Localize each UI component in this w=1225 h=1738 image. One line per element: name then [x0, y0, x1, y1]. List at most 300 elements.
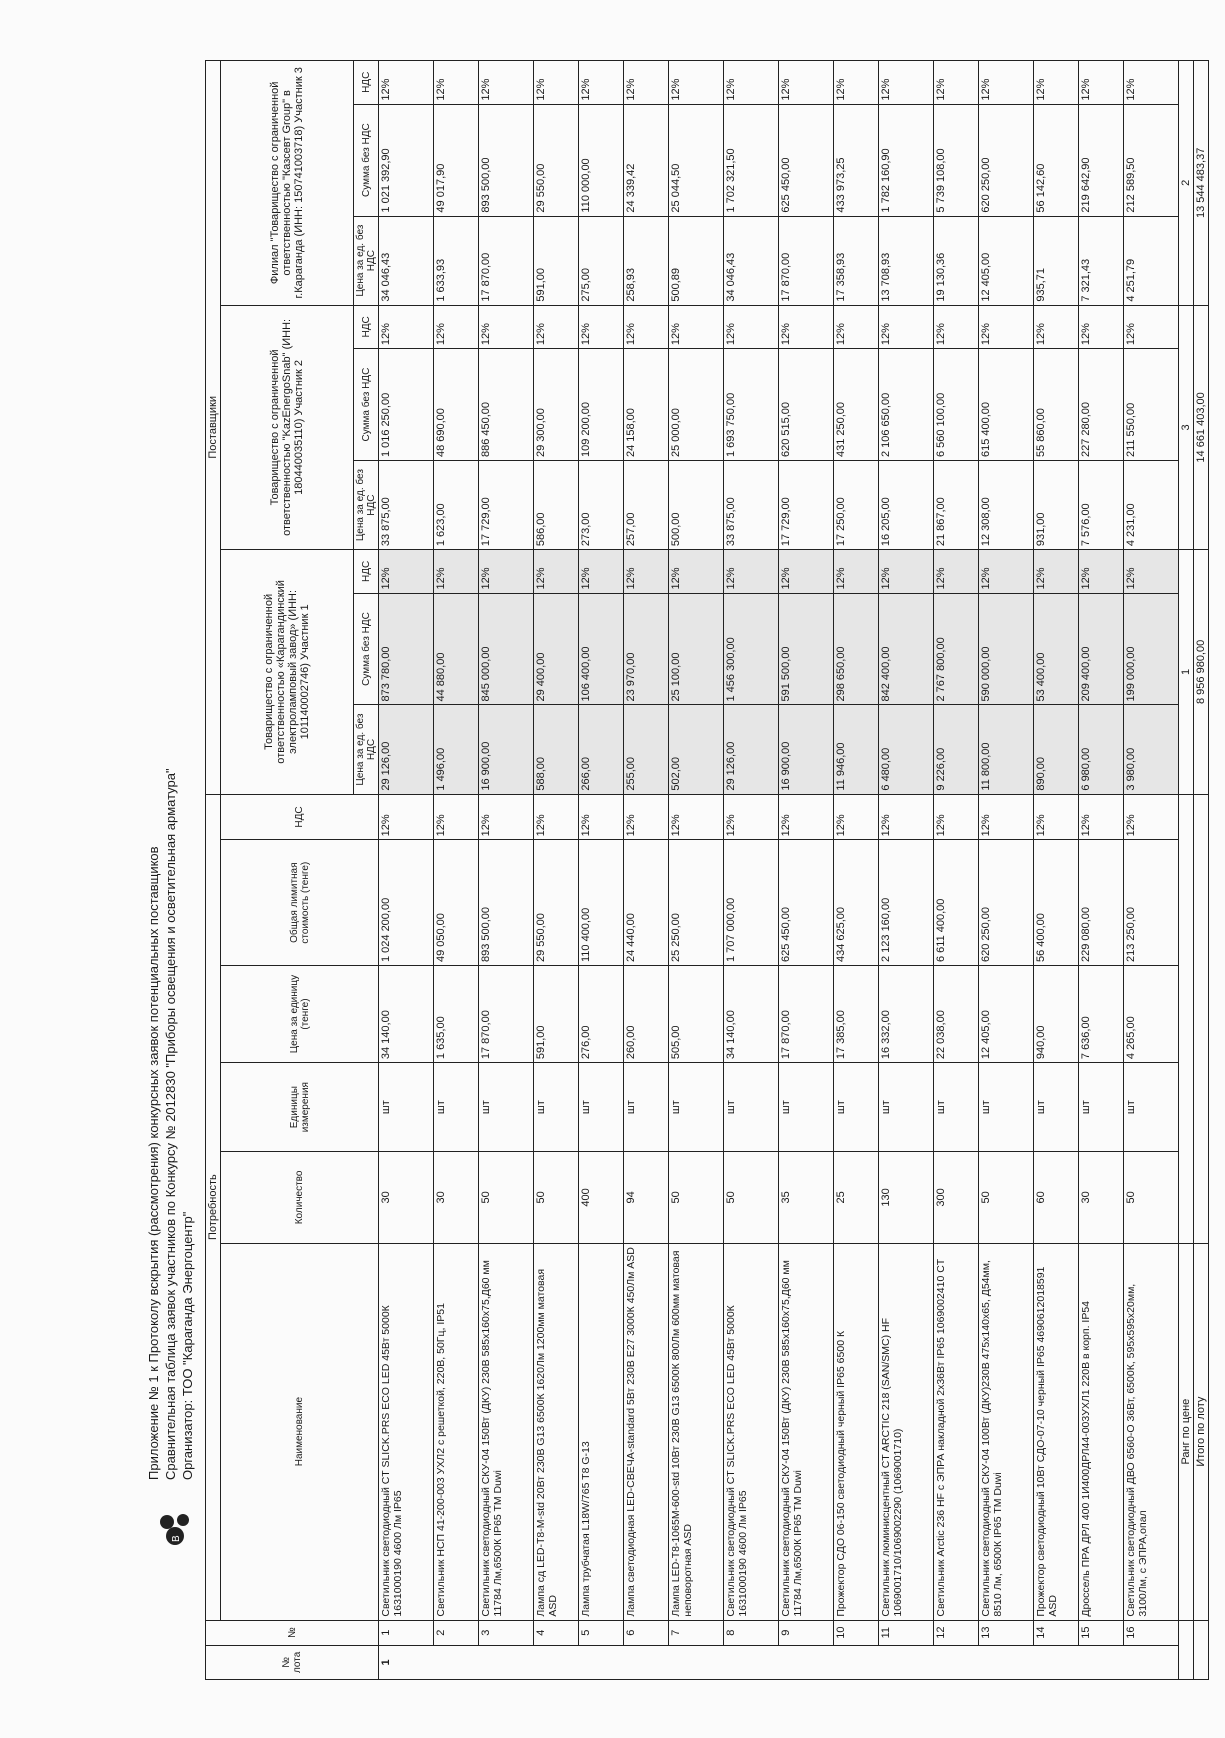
cell-n: 13: [979, 1620, 1034, 1645]
participant-1-title: Товарищество с ограниченной ответственностью «Карагандинский электроламповый завод» (ИНН: 101140002746) Участник 1: [221, 550, 354, 794]
cell-p2: 21 867,00: [934, 461, 979, 550]
cell-p2: 7 576,00: [1079, 461, 1124, 550]
cell-v1: 12%: [779, 550, 834, 593]
cell-v2: 12%: [879, 305, 934, 348]
cell-total: 1 707 000,00: [724, 840, 779, 966]
cell-p1: 3 980,00: [1124, 705, 1179, 794]
cell-vat: 12%: [724, 794, 779, 840]
cell-s2: 620 515,00: [779, 349, 834, 461]
rank-p2: 3: [1179, 305, 1194, 549]
cell-s3: 433 973,25: [834, 104, 879, 216]
cell-v1: 12%: [1079, 550, 1124, 593]
header-line-3: Организатор: ТОО "Караганда Энергоцентр": [180, 1211, 195, 1480]
cell-price: 12 405,00: [979, 966, 1034, 1063]
cell-total: 56 400,00: [1034, 840, 1079, 966]
cell-p2: 273,00: [579, 461, 624, 550]
cell-qty: 60: [1034, 1152, 1079, 1243]
cell-s1: 199 000,00: [1124, 593, 1179, 705]
cell-n: 1: [379, 1620, 434, 1645]
table-row: [479, 61, 534, 1680]
col-p1-sum: Сумма без НДС: [354, 593, 379, 705]
cell-unit: шт: [579, 1063, 624, 1152]
cell-vat: 12%: [879, 794, 934, 840]
cell-vat: 12%: [934, 794, 979, 840]
cell-s1: 25 100,00: [669, 593, 724, 705]
cell-p2: 500,00: [669, 461, 724, 550]
cell-p2: 4 231,00: [1124, 461, 1179, 550]
cell-vat: 12%: [1124, 794, 1179, 840]
blank-cell: [1179, 794, 1194, 1243]
cell-name: Светильник светодиодный СКУ-04 150Вт (ДКУ) 230В 585х160х75,Д60 мм 11784 Лм,6500К IP65 TM Duwi: [479, 1243, 534, 1620]
participant-2-title: Товарищество с ограниченной ответственностью "KazEnergoSnab" (ИНН: 180440035110) Участник 2: [221, 305, 354, 549]
cell-price: 940,00: [1034, 966, 1079, 1063]
cell-v2: 12%: [779, 305, 834, 348]
cell-p1: 29 126,00: [379, 705, 434, 794]
cell-total: 620 250,00: [979, 840, 1034, 966]
cell-v1: 12%: [979, 550, 1034, 593]
cell-unit: шт: [379, 1063, 434, 1152]
cell-p3: 4 251,79: [1124, 216, 1179, 305]
cell-v2: 12%: [669, 305, 724, 348]
cell-p2: 17 729,00: [779, 461, 834, 550]
col-vat: НДС: [221, 794, 379, 840]
cell-name: Дроссель ПРА ДРЛ 400 1И400ДРЛ44-003УХЛ1 220В в корп. IP54: [1079, 1243, 1124, 1620]
cell-n: 4: [534, 1620, 579, 1645]
cell-s3: 24 339,42: [624, 104, 669, 216]
cell-s2: 55 860,00: [1034, 349, 1079, 461]
cell-price: 276,00: [579, 966, 624, 1063]
cell-total: 1 024 200,00: [379, 840, 434, 966]
cell-p1: 6 480,00: [879, 705, 934, 794]
cell-name: Лампа сд LED-T8-M-std 20Вт 230В G13 6500К 1620Лм 1200мм матовая ASD: [534, 1243, 579, 1620]
cell-unit: шт: [934, 1063, 979, 1152]
cell-s2: 109 200,00: [579, 349, 624, 461]
cell-name: Светильник Arctic 236 HF с ЭПРА накладной 2х36Вт IP65 1069002410 CT: [934, 1243, 979, 1620]
col-price: Цена за единицу (тенге): [221, 966, 379, 1063]
cell-unit: шт: [434, 1063, 479, 1152]
cell-p3: 19 130,36: [934, 216, 979, 305]
cell-total: 49 050,00: [434, 840, 479, 966]
cell-s1: 209 400,00: [1079, 593, 1124, 705]
cell-v2: 12%: [724, 305, 779, 348]
cell-p1: 588,00: [534, 705, 579, 794]
cell-s3: 1 702 321,50: [724, 104, 779, 216]
cell-v3: 12%: [434, 61, 479, 105]
cell-unit: шт: [1124, 1063, 1179, 1152]
cell-v1: 12%: [479, 550, 534, 593]
cell-price: 505,00: [669, 966, 724, 1063]
cell-s2: 29 300,00: [534, 349, 579, 461]
cell-p1: 502,00: [669, 705, 724, 794]
cell-v2: 12%: [979, 305, 1034, 348]
col-p1-vat: НДС: [354, 550, 379, 593]
cell-price: 17 870,00: [779, 966, 834, 1063]
cell-p3: 34 046,43: [379, 216, 434, 305]
cell-total: 434 625,00: [834, 840, 879, 966]
cell-vat: 12%: [669, 794, 724, 840]
cell-s1: 873 780,00: [379, 593, 434, 705]
cell-price: 22 038,00: [934, 966, 979, 1063]
cell-qty: 400: [579, 1152, 624, 1243]
cell-v3: 12%: [379, 61, 434, 105]
cell-v1: 12%: [879, 550, 934, 593]
cell-p1: 11 800,00: [979, 705, 1034, 794]
cell-vat: 12%: [834, 794, 879, 840]
cell-s2: 886 450,00: [479, 349, 534, 461]
cell-s2: 25 000,00: [669, 349, 724, 461]
cell-v1: 12%: [669, 550, 724, 593]
cell-v3: 12%: [979, 61, 1034, 105]
cell-p3: 275,00: [579, 216, 624, 305]
cell-unit: шт: [479, 1063, 534, 1152]
cell-p3: 12 405,00: [979, 216, 1034, 305]
cell-qty: 50: [979, 1152, 1034, 1243]
cell-unit: шт: [879, 1063, 934, 1152]
cell-v1: 12%: [1124, 550, 1179, 593]
cell-price: 260,00: [624, 966, 669, 1063]
cell-p2: 17 250,00: [834, 461, 879, 550]
total-p1: 8 956 980,00: [1194, 550, 1209, 794]
cell-qty: 50: [724, 1152, 779, 1243]
cell-s1: 23 970,00: [624, 593, 669, 705]
cell-v1: 12%: [534, 550, 579, 593]
cell-unit: шт: [1034, 1063, 1079, 1152]
cell-name: Лампа трубчатая L18W/765 T8 G-13: [579, 1243, 624, 1620]
cell-total: 29 550,00: [534, 840, 579, 966]
table-row: [724, 61, 779, 1680]
cell-vat: 12%: [624, 794, 669, 840]
cell-s1: 53 400,00: [1034, 593, 1079, 705]
cell-price: 4 265,00: [1124, 966, 1179, 1063]
cell-qty: 50: [669, 1152, 724, 1243]
cell-name: Светильник светодиодный СКУ-04 100Вт (ДКУ)230В 475х140х65, Д54мм, 8510 Лм, 6500К IP65 TM Duwi: [979, 1243, 1034, 1620]
cell-n: 12: [934, 1620, 979, 1645]
cell-p2: 16 205,00: [879, 461, 934, 550]
comparison-table: [205, 60, 1209, 1680]
cell-vat: 12%: [534, 794, 579, 840]
lot-number: 1: [379, 1645, 1179, 1679]
cell-p1: 890,00: [1034, 705, 1079, 794]
table-row: [834, 61, 879, 1680]
total-row: [1194, 61, 1209, 1680]
cell-s1: 590 000,00: [979, 593, 1034, 705]
col-need-group: Потребность: [206, 794, 221, 1620]
cell-qty: 30: [434, 1152, 479, 1243]
cell-p3: 258,93: [624, 216, 669, 305]
cell-unit: шт: [669, 1063, 724, 1152]
col-unit: Единицы измерения: [221, 1063, 379, 1152]
cell-s1: 44 880,00: [434, 593, 479, 705]
cell-p2: 12 308,00: [979, 461, 1034, 550]
cell-qty: 50: [1124, 1152, 1179, 1243]
cell-name: Светильник светодиодный СКУ-04 150Вт (ДКУ) 230В 585х160х75,Д60 мм 11784 Лм,6500К IP65 TM Duwi: [779, 1243, 834, 1620]
cell-v1: 12%: [579, 550, 624, 593]
cell-s2: 615 400,00: [979, 349, 1034, 461]
cell-name: Прожектор светодиодный 10Вт СДО-07-10 черный IP65 4690612018591 ASD: [1034, 1243, 1079, 1620]
cell-unit: шт: [1079, 1063, 1124, 1152]
cell-price: 17 870,00: [479, 966, 534, 1063]
col-p3-sum: Сумма без НДС: [354, 104, 379, 216]
cell-s1: 845 000,00: [479, 593, 534, 705]
cell-unit: шт: [834, 1063, 879, 1152]
cell-price: 16 332,00: [879, 966, 934, 1063]
cell-total: 229 080,00: [1079, 840, 1124, 966]
cell-p3: 7 321,43: [1079, 216, 1124, 305]
cell-s3: 1 021 392,90: [379, 104, 434, 216]
cell-s3: 25 044,50: [669, 104, 724, 216]
cell-s3: 29 550,00: [534, 104, 579, 216]
cell-name: Светильник светодиодный ДВО 6560-О 36Вт, 6500К, 595х595х20мм, 3100Лм, с ЭПРА,опал: [1124, 1243, 1179, 1620]
table-body: [379, 61, 1209, 1680]
cell-n: 15: [1079, 1620, 1124, 1645]
cell-p2: 33 875,00: [379, 461, 434, 550]
cell-v3: 12%: [624, 61, 669, 105]
cell-name: Лампа светодиодная LED-СВЕЧА-standard 5Вт 230В E27 3000К 450Лм ASD: [624, 1243, 669, 1620]
cell-s3: 625 450,00: [779, 104, 834, 216]
table-row: [934, 61, 979, 1680]
cell-v2: 12%: [579, 305, 624, 348]
col-p2-sum: Сумма без НДС: [354, 349, 379, 461]
table-row: [379, 61, 434, 1680]
cell-p1: 16 900,00: [479, 705, 534, 794]
table-row: [534, 61, 579, 1680]
cell-v3: 12%: [1079, 61, 1124, 105]
col-p3-price: Цена за ед. без НДС: [354, 216, 379, 305]
cell-qty: 50: [534, 1152, 579, 1243]
cell-p2: 1 623,00: [434, 461, 479, 550]
cell-vat: 12%: [779, 794, 834, 840]
cell-p1: 6 980,00: [1079, 705, 1124, 794]
col-p2-price: Цена за ед. без НДС: [354, 461, 379, 550]
cell-total: 893 500,00: [479, 840, 534, 966]
cell-name: Светильник НСП 41-200-003 УХЛ2 с решеткой, 220В, 50Гц, IP51: [434, 1243, 479, 1620]
cell-n: 6: [624, 1620, 669, 1645]
cell-total: 625 450,00: [779, 840, 834, 966]
cell-price: 7 636,00: [1079, 966, 1124, 1063]
col-total: Общая лимитная стоимость (тенге): [221, 840, 379, 966]
cell-s3: 49 017,90: [434, 104, 479, 216]
cell-p1: 255,00: [624, 705, 669, 794]
cell-total: 2 123 160,00: [879, 840, 934, 966]
cell-v2: 12%: [834, 305, 879, 348]
cell-s3: 219 642,90: [1079, 104, 1124, 216]
cell-vat: 12%: [579, 794, 624, 840]
cell-p3: 17 870,00: [479, 216, 534, 305]
cell-total: 6 611 400,00: [934, 840, 979, 966]
cell-s2: 211 550,00: [1124, 349, 1179, 461]
cell-p3: 1 633,93: [434, 216, 479, 305]
cell-v2: 12%: [934, 305, 979, 348]
cell-p3: 591,00: [534, 216, 579, 305]
cell-s2: 48 690,00: [434, 349, 479, 461]
cell-price: 17 385,00: [834, 966, 879, 1063]
cell-qty: 94: [624, 1152, 669, 1243]
cell-total: 24 440,00: [624, 840, 669, 966]
header-line-1: Приложение № 1 к Протоколу вскрытия (рассмотрения) конкурсных заявок потенциальных поставщиков: [146, 846, 161, 1480]
cell-price: 34 140,00: [724, 966, 779, 1063]
cell-total: 110 400,00: [579, 840, 624, 966]
cell-s1: 1 456 300,00: [724, 593, 779, 705]
cell-vat: 12%: [1079, 794, 1124, 840]
cell-n: 10: [834, 1620, 879, 1645]
cell-s2: 2 106 650,00: [879, 349, 934, 461]
cell-n: 8: [724, 1620, 779, 1645]
cell-s3: 893 500,00: [479, 104, 534, 216]
table-row: [1079, 61, 1124, 1680]
total-label: Итого по лоту: [1194, 1243, 1209, 1620]
cell-v3: 12%: [879, 61, 934, 105]
cell-name: Прожектор СДО 06-150 светодиодный черный IP65 6500 К: [834, 1243, 879, 1620]
blank-cell: [1194, 1620, 1209, 1679]
cell-v2: 12%: [379, 305, 434, 348]
cell-s2: 24 158,00: [624, 349, 669, 461]
cell-n: 2: [434, 1620, 479, 1645]
cell-v3: 12%: [834, 61, 879, 105]
rank-row: [1179, 61, 1194, 1680]
cell-v1: 12%: [434, 550, 479, 593]
cell-total: 213 250,00: [1124, 840, 1179, 966]
cell-s1: 591 500,00: [779, 593, 834, 705]
cell-n: 14: [1034, 1620, 1079, 1645]
cell-v3: 12%: [724, 61, 779, 105]
table-row: [879, 61, 934, 1680]
cell-qty: 30: [1079, 1152, 1124, 1243]
cell-s1: 29 400,00: [534, 593, 579, 705]
cell-price: 1 635,00: [434, 966, 479, 1063]
cell-v2: 12%: [434, 305, 479, 348]
svg-text:B: B: [171, 1535, 182, 1542]
cell-v2: 12%: [1034, 305, 1079, 348]
cell-vat: 12%: [1034, 794, 1079, 840]
cell-p1: 1 496,00: [434, 705, 479, 794]
cell-s3: 1 782 160,90: [879, 104, 934, 216]
table-row: [434, 61, 479, 1680]
cell-v2: 12%: [534, 305, 579, 348]
cell-s2: 431 250,00: [834, 349, 879, 461]
cell-unit: шт: [979, 1063, 1034, 1152]
cell-p3: 34 046,43: [724, 216, 779, 305]
cell-p1: 9 226,00: [934, 705, 979, 794]
cell-p1: 11 946,00: [834, 705, 879, 794]
cell-v2: 12%: [1124, 305, 1179, 348]
cell-n: 7: [669, 1620, 724, 1645]
table-row: [1124, 61, 1179, 1680]
cell-qty: 30: [379, 1152, 434, 1243]
cell-v1: 12%: [1034, 550, 1079, 593]
col-p3-vat: НДС: [354, 61, 379, 105]
cell-p3: 17 358,93: [834, 216, 879, 305]
cell-name: Светильник люминисцентный CT ARCTIC 218 (SAN/SMC) HF 1069001710/1069002290 (1069001710): [879, 1243, 934, 1620]
cell-qty: 35: [779, 1152, 834, 1243]
cell-qty: 300: [934, 1152, 979, 1243]
cell-v1: 12%: [834, 550, 879, 593]
cell-price: 591,00: [534, 966, 579, 1063]
rank-p3: 2: [1179, 61, 1194, 306]
participant-3-title: Филиал "Товарищество с ограниченной ответственностью "Казсевт Group" в г.Караганда (ИНН: 150741003718) Участник 3: [221, 61, 354, 306]
rank-p1: 1: [1179, 550, 1194, 794]
cell-unit: шт: [624, 1063, 669, 1152]
cell-qty: 50: [479, 1152, 534, 1243]
cell-name: Лампа LED-T8-1065M-600-std 10Вт 230В G13 6500К 800Лм 600мм матовая неповоротная ASD: [669, 1243, 724, 1620]
table-row: [1034, 61, 1079, 1680]
cell-qty: 25: [834, 1152, 879, 1243]
cell-total: 25 250,00: [669, 840, 724, 966]
cell-name: Светильник светодиодный CT SLICK.PRS ECO LED 45Вт 5000К 1631000190 4600 Лм IP65: [379, 1243, 434, 1620]
cell-v2: 12%: [1079, 305, 1124, 348]
cell-p3: 935,71: [1034, 216, 1079, 305]
cell-v1: 12%: [724, 550, 779, 593]
cell-v3: 12%: [669, 61, 724, 105]
cell-n: 11: [879, 1620, 934, 1645]
col-num: №: [206, 1620, 379, 1645]
cell-unit: шт: [779, 1063, 834, 1152]
cell-qty: 130: [879, 1152, 934, 1243]
cell-vat: 12%: [379, 794, 434, 840]
cell-n: 9: [779, 1620, 834, 1645]
cell-s2: 227 280,00: [1079, 349, 1124, 461]
col-name: Наименование: [221, 1243, 379, 1620]
cell-v2: 12%: [624, 305, 669, 348]
table-row: [624, 61, 669, 1680]
cell-s3: 212 589,50: [1124, 104, 1179, 216]
table-row: [669, 61, 724, 1680]
rotated-content: [145, 60, 1205, 1680]
cell-v1: 12%: [379, 550, 434, 593]
table-row: [979, 61, 1034, 1680]
col-qty: Количество: [221, 1152, 379, 1243]
col-lot: № лота: [206, 1645, 379, 1679]
cell-p2: 257,00: [624, 461, 669, 550]
cell-p1: 266,00: [579, 705, 624, 794]
rank-label: Ранг по цене: [1179, 1243, 1194, 1620]
cell-n: 5: [579, 1620, 624, 1645]
cell-s2: 6 560 100,00: [934, 349, 979, 461]
cell-s3: 110 000,00: [579, 104, 624, 216]
cell-p2: 586,00: [534, 461, 579, 550]
cell-s1: 2 767 800,00: [934, 593, 979, 705]
document-header: [145, 80, 196, 1480]
cell-vat: 12%: [434, 794, 479, 840]
cell-p2: 33 875,00: [724, 461, 779, 550]
cell-s2: 1 693 750,00: [724, 349, 779, 461]
total-p3: 13 544 483,37: [1194, 61, 1209, 306]
cell-v3: 12%: [579, 61, 624, 105]
cell-n: 3: [479, 1620, 534, 1645]
cell-unit: шт: [724, 1063, 779, 1152]
cell-p2: 931,00: [1034, 461, 1079, 550]
cell-vat: 12%: [479, 794, 534, 840]
cell-s3: 620 250,00: [979, 104, 1034, 216]
blank-cell: [1194, 794, 1209, 1243]
blank-cell: [1179, 1620, 1194, 1679]
cell-unit: шт: [534, 1063, 579, 1152]
cell-p3: 500,89: [669, 216, 724, 305]
header-line-2: Сравнительная таблица заявок участников по Конкурсу № 2012830 "Приборы освещения и осветительная арматура": [163, 768, 178, 1480]
cell-v3: 12%: [1124, 61, 1179, 105]
cell-v1: 12%: [934, 550, 979, 593]
table-row: [579, 61, 624, 1680]
cell-s1: 298 650,00: [834, 593, 879, 705]
cell-n: 16: [1124, 1620, 1179, 1645]
cell-v3: 12%: [1034, 61, 1079, 105]
col-p2-vat: НДС: [354, 305, 379, 348]
cell-s1: 842 400,00: [879, 593, 934, 705]
cell-p2: 17 729,00: [479, 461, 534, 550]
cell-v3: 12%: [934, 61, 979, 105]
cell-v2: 12%: [479, 305, 534, 348]
cell-v3: 12%: [534, 61, 579, 105]
cell-v3: 12%: [479, 61, 534, 105]
